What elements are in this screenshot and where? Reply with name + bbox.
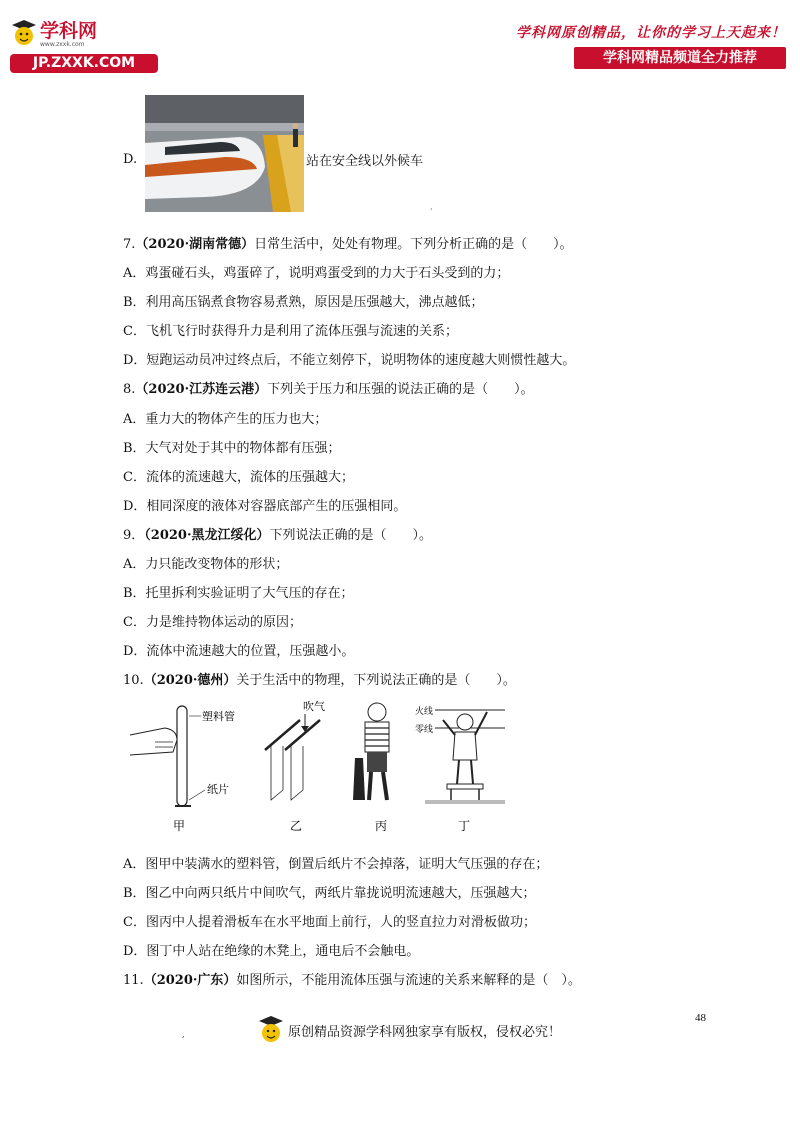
logo-sub: www.zxxk.com [40, 40, 85, 48]
q6-option-d-text: 站在安全线以外候车 [306, 154, 424, 169]
q8-number: 8. [123, 382, 136, 397]
figure-bing [353, 703, 389, 833]
q10-text: 关于生活中的物理，下列说法正确的是（ ）。 [236, 673, 516, 688]
figure-yi [265, 700, 325, 833]
q9-option-d: D．流体中流速越大的位置，压强越小。 [123, 644, 355, 659]
pipe-label: 塑料管 [202, 710, 235, 723]
site-logo[interactable] [10, 14, 160, 74]
q11-number: 11. [123, 973, 144, 988]
stray-mark: · [430, 205, 433, 214]
figure-jia [130, 706, 235, 833]
q8-source: （2020·江苏连云港） [135, 382, 268, 397]
channel-banner: 学科网精品频道全力推荐 [574, 47, 786, 69]
q7-number: 7. [123, 237, 136, 252]
copyright-notice: 原创精品资源学科网独家享有版权，侵权必究！ [288, 1025, 562, 1040]
jia-label: 甲 [173, 819, 186, 833]
q8-option-b: B．大气对处于其中的物体都有压强； [123, 441, 341, 456]
q8-text: 下列关于压力和压强的说法正确的是（ ）。 [267, 382, 534, 397]
q7-option-c: C．飞机飞行时获得升力是利用了流体压强与流速的关系； [123, 324, 458, 339]
q9-option-c: C．力是维持物体运动的原因； [123, 615, 302, 630]
zero-label: 零线 [415, 725, 434, 735]
train-photo [145, 95, 304, 212]
stray-mark: , [182, 1030, 185, 1039]
page-number: 48 [695, 1012, 706, 1024]
q10-option-d: D．图丁中人站在绝缘的木凳上，通电后不会触电。 [123, 944, 420, 959]
q11-source: （2020·广东） [143, 973, 237, 988]
q9-text: 下列说法正确的是（ ）。 [269, 528, 433, 543]
q9-stem [123, 524, 432, 543]
q9-option-b: B．托里拆利实验证明了大气压的存在； [123, 586, 354, 601]
blow-label: 吹气 [303, 700, 325, 713]
yi-label: 乙 [290, 819, 303, 833]
q10-option-b: B．图乙中向两只纸片中间吹气，两纸片靠拢说明流速越大，压强越大； [123, 886, 536, 901]
q7-option-b: B．利用高压锅煮食物容易煮熟，原因是压强越大，沸点越低； [123, 295, 484, 310]
paper-label: 纸片 [207, 783, 229, 796]
logo-url: JP.ZXXK.COM [10, 54, 158, 73]
mascot-icon [10, 19, 38, 49]
q8-stem [123, 378, 534, 397]
logo-name: 学科网 [40, 19, 98, 42]
q7-option-d: D．短跑运动员冲过终点后，不能立刻停下，说明物体的速度越大则惯性越大。 [123, 353, 576, 368]
q9-option-a: A．力只能改变物体的形状； [123, 557, 289, 572]
q7-text: 日常生活中，处处有物理。下列分析正确的是（ ）。 [254, 237, 573, 252]
q7-stem [123, 233, 573, 252]
mascot-icon [258, 1015, 284, 1045]
q11-stem [123, 969, 581, 988]
bing-label: 丙 [375, 819, 388, 833]
q10-option-c: C．图丙中人提着滑板车在水平地面上前行，人的竖直拉力对滑板做功； [123, 915, 536, 930]
q9-source: （2020·黑龙江绥化） [144, 528, 270, 543]
q10-stem [123, 669, 516, 688]
q8-option-a: A．重力大的物体产生的压力也大； [123, 412, 328, 427]
ding-label: 丁 [458, 819, 471, 833]
figure-ding [415, 705, 505, 833]
q9-number: 9． [123, 528, 145, 543]
q6-option-d-label: D. [123, 152, 138, 167]
q10-source: （2020·德州） [143, 673, 237, 688]
q10-number: 10. [123, 673, 144, 688]
q10-option-a: A．图甲中装满水的塑料管，倒置后纸片不会掉落，证明大气压强的存在； [123, 857, 549, 872]
fire-label: 火线 [415, 707, 434, 717]
q8-option-d: D．相同深度的液体对容器底部产生的压强相同。 [123, 499, 407, 514]
header-slogan: 学科网原创精品，让你的学习上天起来！ [516, 25, 786, 41]
q11-text: 如图所示，不能用流体压强与流速的关系来解释的是（ ）。 [236, 973, 581, 988]
q8-option-c: C．流体的流速越大，流体的压强越大； [123, 470, 354, 485]
q7-option-a: A．鸡蛋碰石头，鸡蛋碎了，说明鸡蛋受到的力大于石头受到的力； [123, 266, 510, 281]
q7-source: （2020·湖南常德） [135, 237, 255, 252]
q10-figure [125, 700, 515, 835]
